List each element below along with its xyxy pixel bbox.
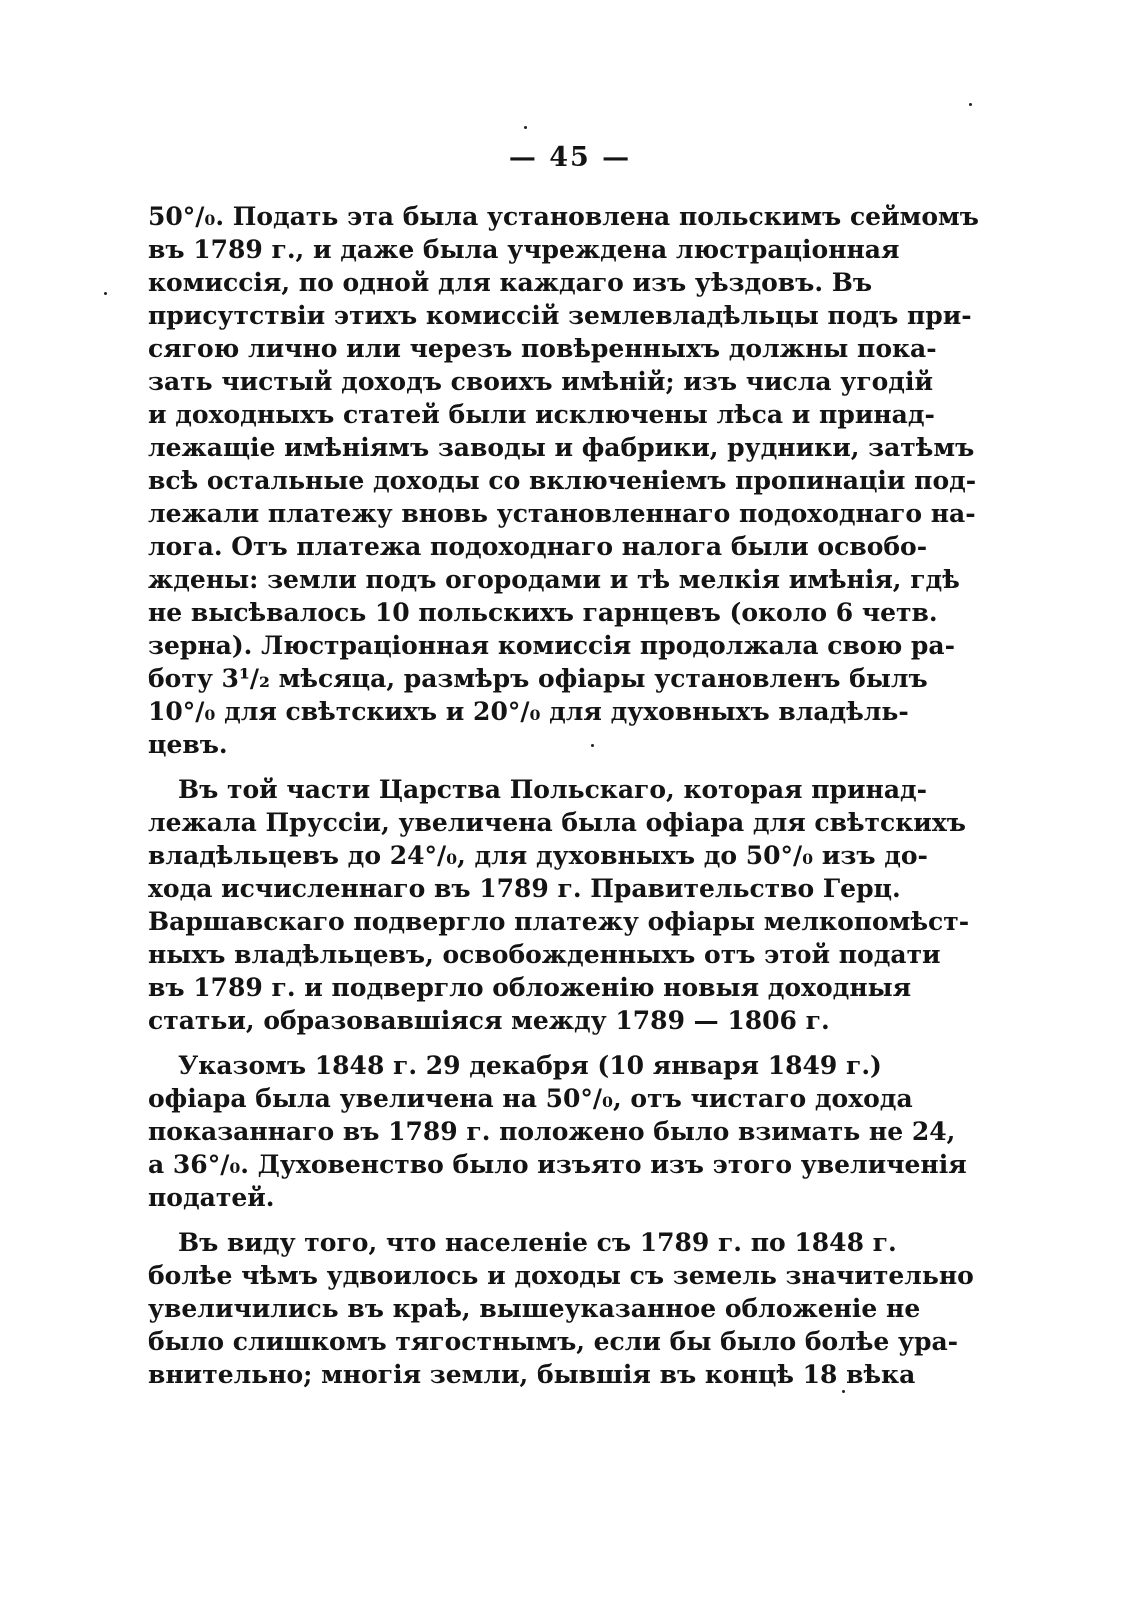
- text-line: показаннаго въ 1789 г. положено было взимать не 24,: [148, 1117, 956, 1146]
- scan-speck: [591, 744, 594, 747]
- text-line: а 36°/₀. Духовенство было изъято изъ этого увеличенія: [148, 1150, 967, 1179]
- text-line: 10°/₀ для свѣтскихъ и 20°/₀ для духовныхъ владѣль-: [148, 697, 909, 726]
- paragraph-2: [148, 773, 970, 1037]
- page-number: — 45 —: [508, 142, 632, 173]
- text-line: хода исчисленнаго въ 1789 г. Правительство Герц.: [148, 874, 901, 903]
- text-line: 50°/₀. Подать эта была установлена польскимъ сеймомъ: [148, 202, 979, 231]
- scan-speck: [104, 292, 107, 295]
- text-line: было слишкомъ тягостнымъ, если бы было болѣе ура-: [148, 1327, 959, 1356]
- text-line: цевъ.: [148, 730, 228, 759]
- text-line: офіара была увеличена на 50°/₀, отъ чистаго дохода: [148, 1084, 913, 1113]
- text-line: внительно; многія земли, бывшія въ концѣ 18 вѣка: [148, 1360, 916, 1389]
- text-line: болѣе чѣмъ удвоилось и доходы съ земель значительно: [148, 1261, 974, 1290]
- text-line: комиссія, по одной для каждаго изъ уѣздовъ. Въ: [148, 268, 873, 297]
- text-line: Указомъ 1848 г. 29 декабря (10 января 1849 г.): [178, 1051, 882, 1080]
- text-line: лежащіе имѣніямъ заводы и фабрики, рудники, затѣмъ: [148, 433, 975, 462]
- text-line: лежали платежу вновь установленнаго подоходнаго на-: [148, 499, 976, 528]
- paragraph-1: [148, 200, 979, 761]
- text-line: всѣ остальные доходы со включеніемъ пропинаціи под-: [148, 466, 977, 495]
- text-line: присутствіи этихъ комиссій землевладѣльцы подъ при-: [148, 301, 972, 330]
- text-line: зать чистый доходъ своихъ имѣній; изъ числа угодій: [148, 367, 934, 396]
- text-line: зерна). Люстраціонная комиссія продолжала свою ра-: [148, 631, 955, 660]
- text-line: податей.: [148, 1183, 275, 1212]
- text-line: ныхъ владѣльцевъ, освобожденныхъ отъ этой подати: [148, 940, 941, 969]
- text-line: ждены: земли подъ огородами и тѣ мелкія имѣнія, гдѣ: [148, 565, 960, 594]
- text-line: сягою лично или черезъ повѣренныхъ должны пока-: [148, 334, 937, 363]
- text-line: статьи, образовавшіяся между 1789 — 1806 г.: [148, 1006, 830, 1035]
- text-line: владѣльцевъ до 24°/₀, для духовныхъ до 50°/₀ изъ до-: [148, 841, 928, 870]
- text-line: Въ той части Царства Польскаго, которая принад-: [178, 775, 928, 804]
- text-line: въ 1789 г., и даже была учреждена люстраціонная: [148, 235, 900, 264]
- text-line: увеличились въ краѣ, вышеуказанное обложеніе не: [148, 1294, 921, 1323]
- body-text: [148, 200, 979, 1403]
- scan-speck: [842, 1390, 845, 1393]
- text-line: боту 3¹/₂ мѣсяца, размѣръ офіары установленъ былъ: [148, 664, 928, 693]
- text-line: не высѣвалось 10 польскихъ гарнцевъ (около 6 четв.: [148, 598, 938, 627]
- paragraph-3: [148, 1049, 967, 1214]
- paragraph-4: [148, 1226, 974, 1391]
- text-line: лога. Отъ платежа подоходнаго налога были освобо-: [148, 532, 928, 561]
- text-line: и доходныхъ статей были исключены лѣса и принад-: [148, 400, 935, 429]
- text-line: лежала Пруссіи, увеличена была офіара для свѣтскихъ: [148, 808, 966, 837]
- text-line: Варшавскаго подвергло платежу офіары мелкопомѣст-: [148, 907, 970, 936]
- scan-speck: [969, 103, 972, 106]
- scan-speck: [524, 126, 527, 129]
- text-line: въ 1789 г. и подвергло обложенію новыя доходныя: [148, 973, 912, 1002]
- text-line: Въ виду того, что населеніе съ 1789 г. по 1848 г.: [178, 1228, 897, 1257]
